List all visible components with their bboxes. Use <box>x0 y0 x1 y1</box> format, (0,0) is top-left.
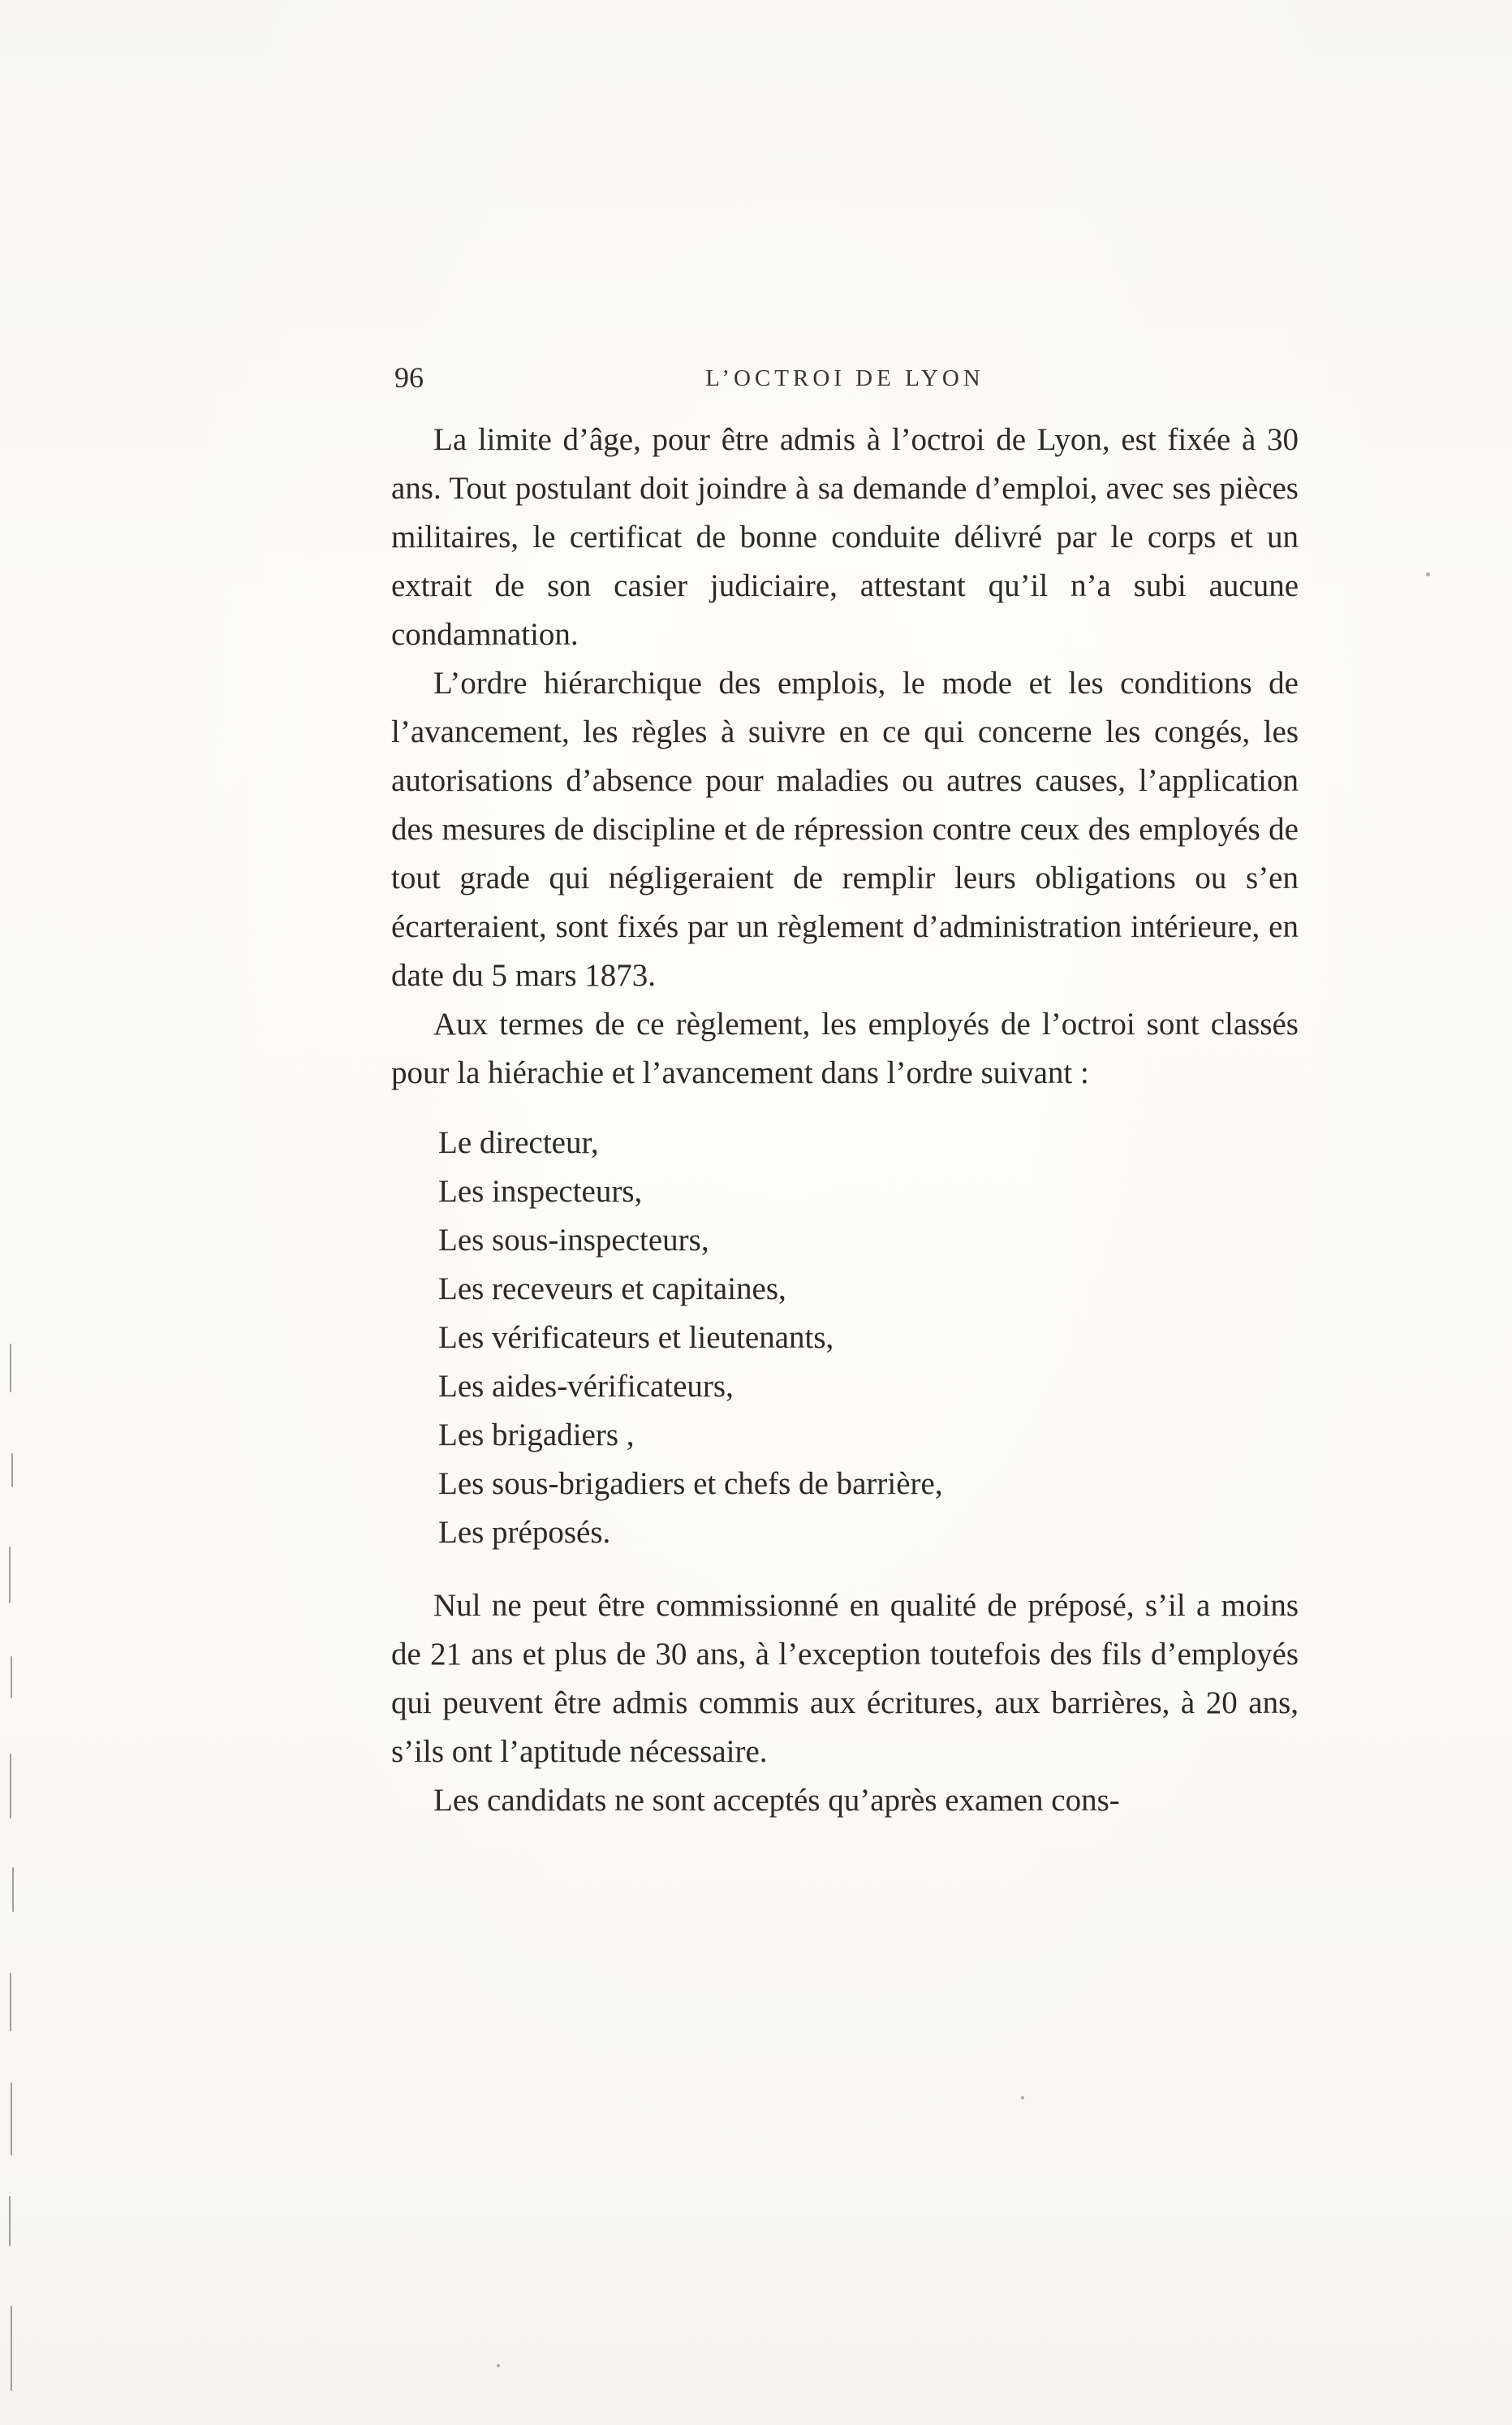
scan-artifact-mark <box>11 2306 12 2391</box>
list-item-directeur: Le directeur, <box>438 1125 599 1160</box>
text-column <box>391 357 1299 1825</box>
paragraph-reglement: L’ordre hiérarchique des emplois, le mode et les conditions de l’avancement, les règles à suivre en ce qui concerne les congés, les autorisations d’absence pour maladies ou autres causes, l’application des mesures de discipline et de répression contre ceux des employés de tout grade qui négligeraient de remplir leurs obligations ou s’en écarteraient, sont fixés par un règlement d’administration intérieure, en date du 5 mars 1873. <box>391 666 1299 993</box>
scan-artifact-speck <box>497 2364 500 2367</box>
hierarchy-list <box>438 1119 1299 1557</box>
closing-paragraphs <box>391 1581 1299 1825</box>
scan-artifact-mark <box>11 2082 12 2155</box>
scan-artifact-speck <box>1021 2096 1024 2099</box>
page-header <box>391 357 1299 411</box>
paragraph-age-limit: La limite d’âge, pour être admis à l’octroi de Lyon, est fixée à 30 ans. Tout postulant doit joindre à sa demande d’emploi, avec ses pièces militaires, le certificat de bonne conduite délivré par le corps et un extrait de son casier judiciaire, attestant qu’il n’a subi aucune condamnation. <box>391 422 1299 652</box>
list-item-inspecteurs: Les inspecteurs, <box>438 1174 643 1209</box>
list-item-verificateurs: Les vérificateurs et lieutenants, <box>438 1320 834 1355</box>
page-body <box>391 416 1299 1825</box>
paragraph-hierarchy-intro: Aux termes de ce règlement, les employés de l’octroi sont classés pour la hiérachie et l’avancement dans l’ordre suivant : <box>391 1007 1299 1090</box>
scan-artifact-mark <box>10 1973 11 2031</box>
scan-artifact-mark <box>11 1656 12 1698</box>
scan-artifact-mark <box>9 1547 11 1603</box>
scan-artifact-mark <box>11 1453 13 1487</box>
list-item-aides-verificateurs: Les aides-vérificateurs, <box>438 1369 734 1404</box>
list-item-preposes: Les préposés. <box>438 1515 611 1550</box>
running-title: L’OCTROI DE LYON <box>705 365 984 391</box>
scan-artifact-mark <box>12 1867 14 1912</box>
list-item-brigadiers: Les brigadiers , <box>438 1417 635 1452</box>
page-number: 96 <box>394 361 424 394</box>
paragraph-commission-conditions: Nul ne peut être commissionné en qualité de préposé, s’il a moins de 21 ans et plus de 30 ans, à l’exception toutefois des fils d’employés qui peuvent être admis commis aux écritures, aux barrières, à 20 ans, s’ils ont l’aptitude nécessaire. <box>391 1588 1299 1769</box>
list-item-sous-brigadiers: Les sous-brigadiers et chefs de barrière, <box>438 1466 943 1501</box>
list-item-receveurs: Les receveurs et capitaines, <box>438 1271 786 1306</box>
scan-artifact-mark <box>10 1754 11 1819</box>
paragraph-candidats-cutoff: Les candidats ne sont acceptés qu’après examen cons- <box>433 1783 1120 1818</box>
list-item-sous-inspecteurs: Les sous-inspecteurs, <box>438 1223 709 1258</box>
scan-artifact-mark <box>10 1344 11 1392</box>
scan-artifact-mark <box>9 2196 11 2246</box>
scan-artifact-speck <box>1426 572 1430 576</box>
